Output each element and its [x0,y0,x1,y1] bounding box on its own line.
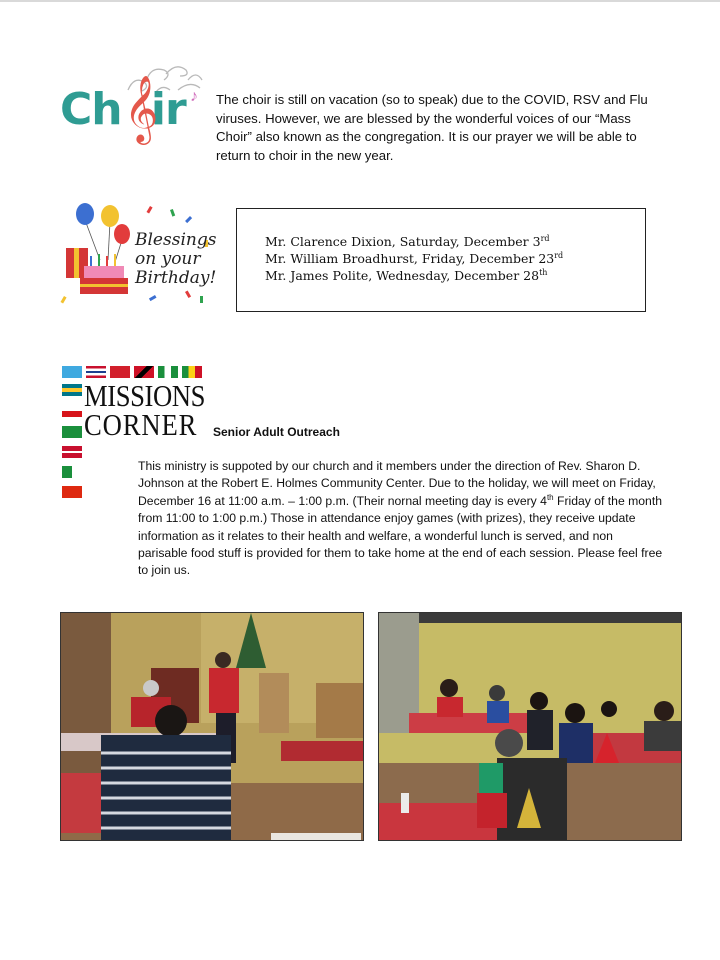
birthday-entry-text: Mr. William Broadhurst, Friday, December 23 [265,251,555,266]
missions-logo-line1: MISSIONS [84,378,206,413]
birthday-art-line: Birthday! [135,268,217,288]
flag-icon [62,405,82,417]
birthday-art-line: on your [135,249,201,269]
flag-icon [158,366,178,378]
flag-icon [62,466,82,478]
flag-icon [182,366,202,378]
music-note-icon: ♪ [190,88,198,105]
flag-icon [62,426,82,438]
choir-logo [58,60,208,155]
flag-icon [110,366,130,378]
choir-logo-text: Ch ir [60,84,186,135]
birthday-entry [265,267,563,284]
ordinal-suffix: rd [554,250,564,260]
birthday-art-text [135,231,216,288]
flag-icon [62,446,82,458]
birthday-entry-text: Mr. Clarence Dixion, Saturday, December 3 [265,234,541,249]
birthday-art-line: Blessings [135,230,217,250]
flag-icon [134,366,154,378]
treble-clef-icon: 𝄞 [124,74,159,142]
missions-paragraph [138,458,663,580]
birthday-entry [265,233,563,250]
missions-logo-line2: CORNER [84,407,198,442]
outreach-photo-2-image [379,613,682,841]
birthday-list-box [236,208,646,312]
missions-paragraph-part: This ministry is suppoted by our church and it members under the direction of Rev. Sharon D. Johnson at the Robert E. Holmes Community Center. Due to the holiday, we will meet on Friday, December 16 at 11:00 a.m. – 1:00 p.m. (Their nornal meeting day is every 4 [138,459,656,508]
top-rule [0,0,720,2]
section-subtitle: Senior Adult Outreach [213,425,340,439]
outreach-photo-1 [60,612,364,841]
birthday-graphic [60,200,220,310]
ordinal-suffix: rd [540,233,550,243]
choir-paragraph: The choir is still on vacation (so to speak) due to the COVID, RSV and Flu viruses. However, we are blessed by the wonderful voices of our “Mass Choir” also known as the congregation. It is our prayer we will be able to return to choir in the new year. [216,92,648,163]
birthday-list [265,233,563,284]
outreach-photo-1-image [61,613,364,841]
outreach-photo-2 [378,612,682,841]
ordinal-suffix: th [539,267,548,277]
birthday-entry [265,250,563,267]
flag-icon [62,486,82,498]
ordinal-suffix: th [546,492,554,502]
flag-icon [86,366,106,378]
birthday-entry-text: Mr. James Polite, Wednesday, December 28 [265,268,540,283]
flag-icon [62,384,82,396]
missions-paragraph-part: Friday of the month from 11:00 to 1:00 p.m.) Those in attendance enjoy games (with prizes), they receive update information as it relates to their health and welfare, a wonderful lunch is served, and non parisable food stuff is provided for them to take home at the end of each session. Please feel free to join us. [138,493,663,578]
flag-icon [62,366,82,378]
